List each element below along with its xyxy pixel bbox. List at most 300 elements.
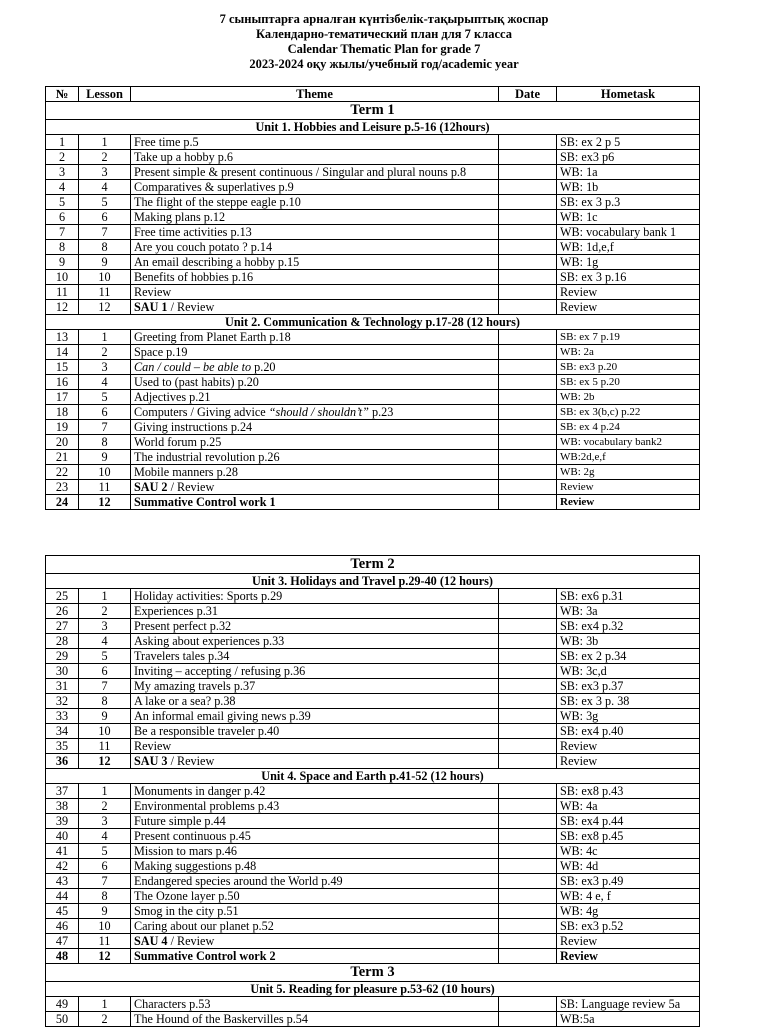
row-number: 2: [46, 150, 79, 165]
lesson-number: 9: [79, 255, 131, 270]
hometask-cell: SB: ex 3(b,c) p.22: [557, 405, 700, 420]
hometask-cell: SB: ex3 p.37: [557, 679, 700, 694]
hometask-cell: SB: ex4 p.40: [557, 724, 700, 739]
theme-cell: [131, 300, 499, 315]
theme-cell: Smog in the city p.51: [131, 904, 499, 919]
theme-cell: The Hound of the Baskervilles p.54: [131, 1012, 499, 1027]
hometask-cell: SB: ex8 p.45: [557, 829, 700, 844]
lesson-number: 7: [79, 225, 131, 240]
term-row: [46, 102, 700, 120]
hometask-cell: Review: [557, 949, 700, 964]
header-academic-year: 2023-2024 оқу жылы/учебный год/academic year: [249, 57, 519, 71]
table-row: [46, 724, 700, 739]
row-number: 24: [46, 495, 79, 510]
table-row: [46, 285, 700, 300]
theme-cell: Greeting from Planet Earth p.18: [131, 330, 499, 345]
unit-row: [46, 574, 700, 589]
hometask-cell: SB: ex 3 p.3: [557, 195, 700, 210]
theme-cell: Present perfect p.32: [131, 619, 499, 634]
hometask-cell: WB: 2a: [557, 345, 700, 360]
table-row: [46, 225, 700, 240]
table-row: [46, 255, 700, 270]
date-cell: [499, 480, 557, 495]
row-number: 35: [46, 739, 79, 754]
theme-cell: The Ozone layer p.50: [131, 889, 499, 904]
date-cell: [499, 949, 557, 964]
lesson-number: 11: [79, 934, 131, 949]
table-row: [46, 919, 700, 934]
hometask-cell: SB: ex6 p.31: [557, 589, 700, 604]
header-title-russian: Календарно-тематический план для 7 класса: [256, 27, 512, 41]
hometask-cell: SB: ex3 p.52: [557, 919, 700, 934]
row-number: 40: [46, 829, 79, 844]
theme-cell: Be a responsible traveler p.40: [131, 724, 499, 739]
plan-table-term-2: [45, 555, 700, 1027]
hometask-cell: SB: ex3 p.49: [557, 874, 700, 889]
lesson-number: 9: [79, 904, 131, 919]
hometask-cell: SB: ex 7 p.19: [557, 330, 700, 345]
table-row: [46, 270, 700, 285]
theme-italic-text: “should / shouldn’t”: [268, 405, 369, 419]
row-number: 33: [46, 709, 79, 724]
hometask-cell: SB: ex4 p.44: [557, 814, 700, 829]
theme-cell: Review: [131, 285, 499, 300]
date-cell: [499, 195, 557, 210]
hometask-cell: Review: [557, 739, 700, 754]
theme-cell: Free time activities p.13: [131, 225, 499, 240]
date-cell: [499, 435, 557, 450]
term-title: Term 3: [46, 964, 700, 982]
date-cell: [499, 375, 557, 390]
date-cell: [499, 255, 557, 270]
table-row: [46, 844, 700, 859]
hometask-cell: WB: 4a: [557, 799, 700, 814]
date-cell: [499, 330, 557, 345]
theme-cell: Making suggestions p.48: [131, 859, 499, 874]
theme-text: p.23: [368, 405, 394, 419]
column-header-theme: Theme: [131, 87, 499, 102]
table-row: [46, 300, 700, 315]
term-row: [46, 964, 700, 982]
lesson-number: 12: [79, 754, 131, 769]
lesson-number: 11: [79, 739, 131, 754]
row-number: 27: [46, 619, 79, 634]
date-cell: [499, 754, 557, 769]
hometask-cell: WB: 3g: [557, 709, 700, 724]
date-cell: [499, 135, 557, 150]
date-cell: [499, 465, 557, 480]
row-number: 50: [46, 1012, 79, 1027]
lesson-number: 3: [79, 165, 131, 180]
hometask-cell: WB: 3b: [557, 634, 700, 649]
theme-cell: Characters p.53: [131, 997, 499, 1012]
unit-title: Unit 1. Hobbies and Leisure p.5-16 (12hours): [46, 120, 700, 135]
table-row: [46, 874, 700, 889]
date-cell: [499, 694, 557, 709]
lesson-number: 12: [79, 300, 131, 315]
date-cell: [499, 165, 557, 180]
table-row: [46, 709, 700, 724]
date-cell: [499, 889, 557, 904]
date-cell: [499, 420, 557, 435]
theme-cell: An informal email giving news p.39: [131, 709, 499, 724]
date-cell: [499, 619, 557, 634]
hometask-cell: WB: vocabulary bank 1: [557, 225, 700, 240]
table-row: [46, 150, 700, 165]
lesson-number: 6: [79, 664, 131, 679]
lesson-number: 4: [79, 375, 131, 390]
theme-italic-text: Can / could – be able to: [134, 360, 252, 374]
lesson-number: 8: [79, 889, 131, 904]
row-number: 19: [46, 420, 79, 435]
row-number: 12: [46, 300, 79, 315]
table-row: [46, 375, 700, 390]
theme-cell: The flight of the steppe eagle p.10: [131, 195, 499, 210]
table-row: [46, 135, 700, 150]
table-row: [46, 859, 700, 874]
table-row: [46, 435, 700, 450]
hometask-cell: WB: 3a: [557, 604, 700, 619]
lesson-number: 10: [79, 724, 131, 739]
lesson-number: 10: [79, 270, 131, 285]
date-cell: [499, 649, 557, 664]
row-number: 25: [46, 589, 79, 604]
theme-text: / Review: [167, 934, 215, 948]
row-number: 21: [46, 450, 79, 465]
header-title-english: Calendar Thematic Plan for grade 7: [287, 42, 481, 56]
date-cell: [499, 180, 557, 195]
lesson-number: 6: [79, 405, 131, 420]
row-number: 15: [46, 360, 79, 375]
theme-cell: Inviting – accepting / refusing p.36: [131, 664, 499, 679]
theme-cell: Summative Control work 2: [131, 949, 499, 964]
theme-cell: Future simple p.44: [131, 814, 499, 829]
table-row: [46, 754, 700, 769]
date-cell: [499, 495, 557, 510]
theme-cell: Are you couch potato ? p.14: [131, 240, 499, 255]
hometask-cell: SB: ex 5 p.20: [557, 375, 700, 390]
unit-title: Unit 3. Holidays and Travel p.29-40 (12 hours): [46, 574, 700, 589]
lesson-number: 2: [79, 150, 131, 165]
row-number: 10: [46, 270, 79, 285]
hometask-cell: WB: 4d: [557, 859, 700, 874]
date-cell: [499, 450, 557, 465]
date-cell: [499, 150, 557, 165]
lesson-number: 8: [79, 694, 131, 709]
unit-row: [46, 982, 700, 997]
lesson-number: 8: [79, 240, 131, 255]
date-cell: [499, 210, 557, 225]
date-cell: [499, 997, 557, 1012]
theme-cell: The industrial revolution p.26: [131, 450, 499, 465]
hometask-cell: SB: ex 2 p.34: [557, 649, 700, 664]
hometask-cell: SB: ex3 p.20: [557, 360, 700, 375]
row-number: 46: [46, 919, 79, 934]
table-row: [46, 934, 700, 949]
row-number: 17: [46, 390, 79, 405]
term-row: [46, 556, 700, 574]
theme-cell: Present continuous p.45: [131, 829, 499, 844]
theme-cell: Travelers tales p.34: [131, 649, 499, 664]
row-number: 22: [46, 465, 79, 480]
date-cell: [499, 874, 557, 889]
table-row: [46, 799, 700, 814]
unit-title: Unit 4. Space and Earth p.41-52 (12 hours): [46, 769, 700, 784]
table-row: [46, 949, 700, 964]
date-cell: [499, 784, 557, 799]
theme-cell: Mission to mars p.46: [131, 844, 499, 859]
table-row: [46, 360, 700, 375]
theme-cell: [131, 754, 499, 769]
date-cell: [499, 1012, 557, 1027]
table-row: [46, 784, 700, 799]
table-row: [46, 240, 700, 255]
hometask-cell: Review: [557, 285, 700, 300]
lesson-number: 7: [79, 874, 131, 889]
theme-text: / Review: [167, 480, 215, 494]
unit-row: [46, 315, 700, 330]
hometask-cell: WB: 4 e, f: [557, 889, 700, 904]
table-row: [46, 649, 700, 664]
hometask-cell: WB: 1c: [557, 210, 700, 225]
hometask-cell: SB: ex8 p.43: [557, 784, 700, 799]
lesson-number: 6: [79, 859, 131, 874]
hometask-cell: SB: Language review 5a: [557, 997, 700, 1012]
theme-cell: Adjectives p.21: [131, 390, 499, 405]
row-number: 14: [46, 345, 79, 360]
date-cell: [499, 300, 557, 315]
lesson-number: 4: [79, 829, 131, 844]
unit-row: [46, 120, 700, 135]
row-number: 38: [46, 799, 79, 814]
lesson-number: 10: [79, 919, 131, 934]
row-number: 5: [46, 195, 79, 210]
hometask-cell: SB: ex 4 p.24: [557, 420, 700, 435]
table-row: [46, 589, 700, 604]
table-row: [46, 165, 700, 180]
row-number: 47: [46, 934, 79, 949]
date-cell: [499, 829, 557, 844]
date-cell: [499, 679, 557, 694]
lesson-number: 5: [79, 844, 131, 859]
lesson-number: 9: [79, 450, 131, 465]
term-title: Term 1: [46, 102, 700, 120]
lesson-number: 5: [79, 195, 131, 210]
date-cell: [499, 225, 557, 240]
row-number: 32: [46, 694, 79, 709]
unit-title: Unit 2. Communication & Technology p.17-28 (12 hours): [46, 315, 700, 330]
column-header-number: №: [46, 87, 79, 102]
unit-title: Unit 5. Reading for pleasure p.53-62 (10 hours): [46, 982, 700, 997]
lesson-number: 5: [79, 390, 131, 405]
document-header: [0, 12, 768, 72]
row-number: 20: [46, 435, 79, 450]
lesson-number: 12: [79, 495, 131, 510]
date-cell: [499, 859, 557, 874]
table-row: [46, 465, 700, 480]
hometask-cell: WB: 1g: [557, 255, 700, 270]
table-row: [46, 889, 700, 904]
theme-cell: Giving instructions p.24: [131, 420, 499, 435]
theme-text: / Review: [167, 754, 215, 768]
date-cell: [499, 360, 557, 375]
hometask-cell: WB:2d,e,f: [557, 450, 700, 465]
row-number: 8: [46, 240, 79, 255]
hometask-cell: Review: [557, 495, 700, 510]
theme-cell: Making plans p.12: [131, 210, 499, 225]
unit-row: [46, 769, 700, 784]
row-number: 11: [46, 285, 79, 300]
date-cell: [499, 390, 557, 405]
table-row: [46, 829, 700, 844]
column-header-date: Date: [499, 87, 557, 102]
row-number: 41: [46, 844, 79, 859]
hometask-cell: WB: 1a: [557, 165, 700, 180]
table-row: [46, 997, 700, 1012]
theme-sau-label: SAU 3: [134, 754, 168, 768]
hometask-cell: WB: 3c,d: [557, 664, 700, 679]
lesson-number: 10: [79, 465, 131, 480]
date-cell: [499, 919, 557, 934]
hometask-cell: SB: ex3 p6: [557, 150, 700, 165]
table-row: [46, 450, 700, 465]
lesson-number: 4: [79, 180, 131, 195]
lesson-number: 1: [79, 784, 131, 799]
lesson-number: 1: [79, 997, 131, 1012]
row-number: 36: [46, 754, 79, 769]
row-number: 9: [46, 255, 79, 270]
lesson-number: 7: [79, 679, 131, 694]
hometask-cell: SB: ex 3 p.16: [557, 270, 700, 285]
table-header-row: [46, 87, 700, 102]
row-number: 45: [46, 904, 79, 919]
theme-cell: Benefits of hobbies p.16: [131, 270, 499, 285]
row-number: 30: [46, 664, 79, 679]
date-cell: [499, 589, 557, 604]
row-number: 49: [46, 997, 79, 1012]
theme-cell: Comparatives & superlatives p.9: [131, 180, 499, 195]
term-title: Term 2: [46, 556, 700, 574]
theme-cell: A lake or a sea? p.38: [131, 694, 499, 709]
table-row: [46, 814, 700, 829]
hometask-cell: WB: 1b: [557, 180, 700, 195]
column-header-lesson: Lesson: [79, 87, 131, 102]
theme-cell: Used to (past habits) p.20: [131, 375, 499, 390]
theme-cell: Endangered species around the World p.49: [131, 874, 499, 889]
row-number: 26: [46, 604, 79, 619]
date-cell: [499, 285, 557, 300]
lesson-number: 5: [79, 649, 131, 664]
theme-cell: Monuments in danger p.42: [131, 784, 499, 799]
date-cell: [499, 844, 557, 859]
table-row: [46, 390, 700, 405]
row-number: 4: [46, 180, 79, 195]
date-cell: [499, 664, 557, 679]
date-cell: [499, 739, 557, 754]
table-row: [46, 694, 700, 709]
lesson-number: 9: [79, 709, 131, 724]
table-row: [46, 604, 700, 619]
date-cell: [499, 709, 557, 724]
header-title-kazakh: 7 сыныптарға арналған күнтізбелік-тақырыптық жоспар: [219, 12, 549, 26]
plan-table-term-1: [45, 86, 700, 510]
lesson-number: 1: [79, 135, 131, 150]
lesson-number: 7: [79, 420, 131, 435]
lesson-number: 1: [79, 330, 131, 345]
date-cell: [499, 604, 557, 619]
date-cell: [499, 270, 557, 285]
lesson-number: 2: [79, 345, 131, 360]
table-row: [46, 480, 700, 495]
table-row: [46, 405, 700, 420]
row-number: 13: [46, 330, 79, 345]
date-cell: [499, 814, 557, 829]
row-number: 34: [46, 724, 79, 739]
table-row: [46, 210, 700, 225]
lesson-number: 11: [79, 480, 131, 495]
theme-cell: Environmental problems p.43: [131, 799, 499, 814]
theme-text: / Review: [167, 300, 215, 314]
hometask-cell: WB: 4g: [557, 904, 700, 919]
theme-cell: Space p.19: [131, 345, 499, 360]
lesson-number: 8: [79, 435, 131, 450]
row-number: 6: [46, 210, 79, 225]
hometask-cell: Review: [557, 754, 700, 769]
theme-cell: Present simple & present continuous / Singular and plural nouns p.8: [131, 165, 499, 180]
table-row: [46, 345, 700, 360]
hometask-cell: WB: 4c: [557, 844, 700, 859]
row-number: 42: [46, 859, 79, 874]
date-cell: [499, 240, 557, 255]
table-row: [46, 664, 700, 679]
row-number: 31: [46, 679, 79, 694]
theme-sau-label: SAU 4: [134, 934, 168, 948]
date-cell: [499, 724, 557, 739]
theme-cell: An email describing a hobby p.15: [131, 255, 499, 270]
hometask-cell: WB: vocabulary bank2: [557, 435, 700, 450]
lesson-number: 11: [79, 285, 131, 300]
row-number: 23: [46, 480, 79, 495]
date-cell: [499, 799, 557, 814]
row-number: 1: [46, 135, 79, 150]
table-row: [46, 330, 700, 345]
hometask-cell: Review: [557, 934, 700, 949]
table-row: [46, 495, 700, 510]
theme-cell: Asking about experiences p.33: [131, 634, 499, 649]
row-number: 39: [46, 814, 79, 829]
table-row: [46, 634, 700, 649]
row-number: 18: [46, 405, 79, 420]
column-header-hometask: Hometask: [557, 87, 700, 102]
theme-sau-label: SAU 1: [134, 300, 168, 314]
theme-cell: World forum p.25: [131, 435, 499, 450]
row-number: 7: [46, 225, 79, 240]
theme-cell: [131, 405, 499, 420]
date-cell: [499, 634, 557, 649]
lesson-number: 1: [79, 589, 131, 604]
row-number: 48: [46, 949, 79, 964]
lesson-number: 3: [79, 619, 131, 634]
lesson-number: 2: [79, 1012, 131, 1027]
lesson-number: 4: [79, 634, 131, 649]
lesson-number: 3: [79, 360, 131, 375]
table-row: [46, 739, 700, 754]
lesson-number: 3: [79, 814, 131, 829]
theme-cell: Mobile manners p.28: [131, 465, 499, 480]
theme-cell: Free time p.5: [131, 135, 499, 150]
theme-sau-label: SAU 2: [134, 480, 168, 494]
theme-cell: Holiday activities: Sports p.29: [131, 589, 499, 604]
